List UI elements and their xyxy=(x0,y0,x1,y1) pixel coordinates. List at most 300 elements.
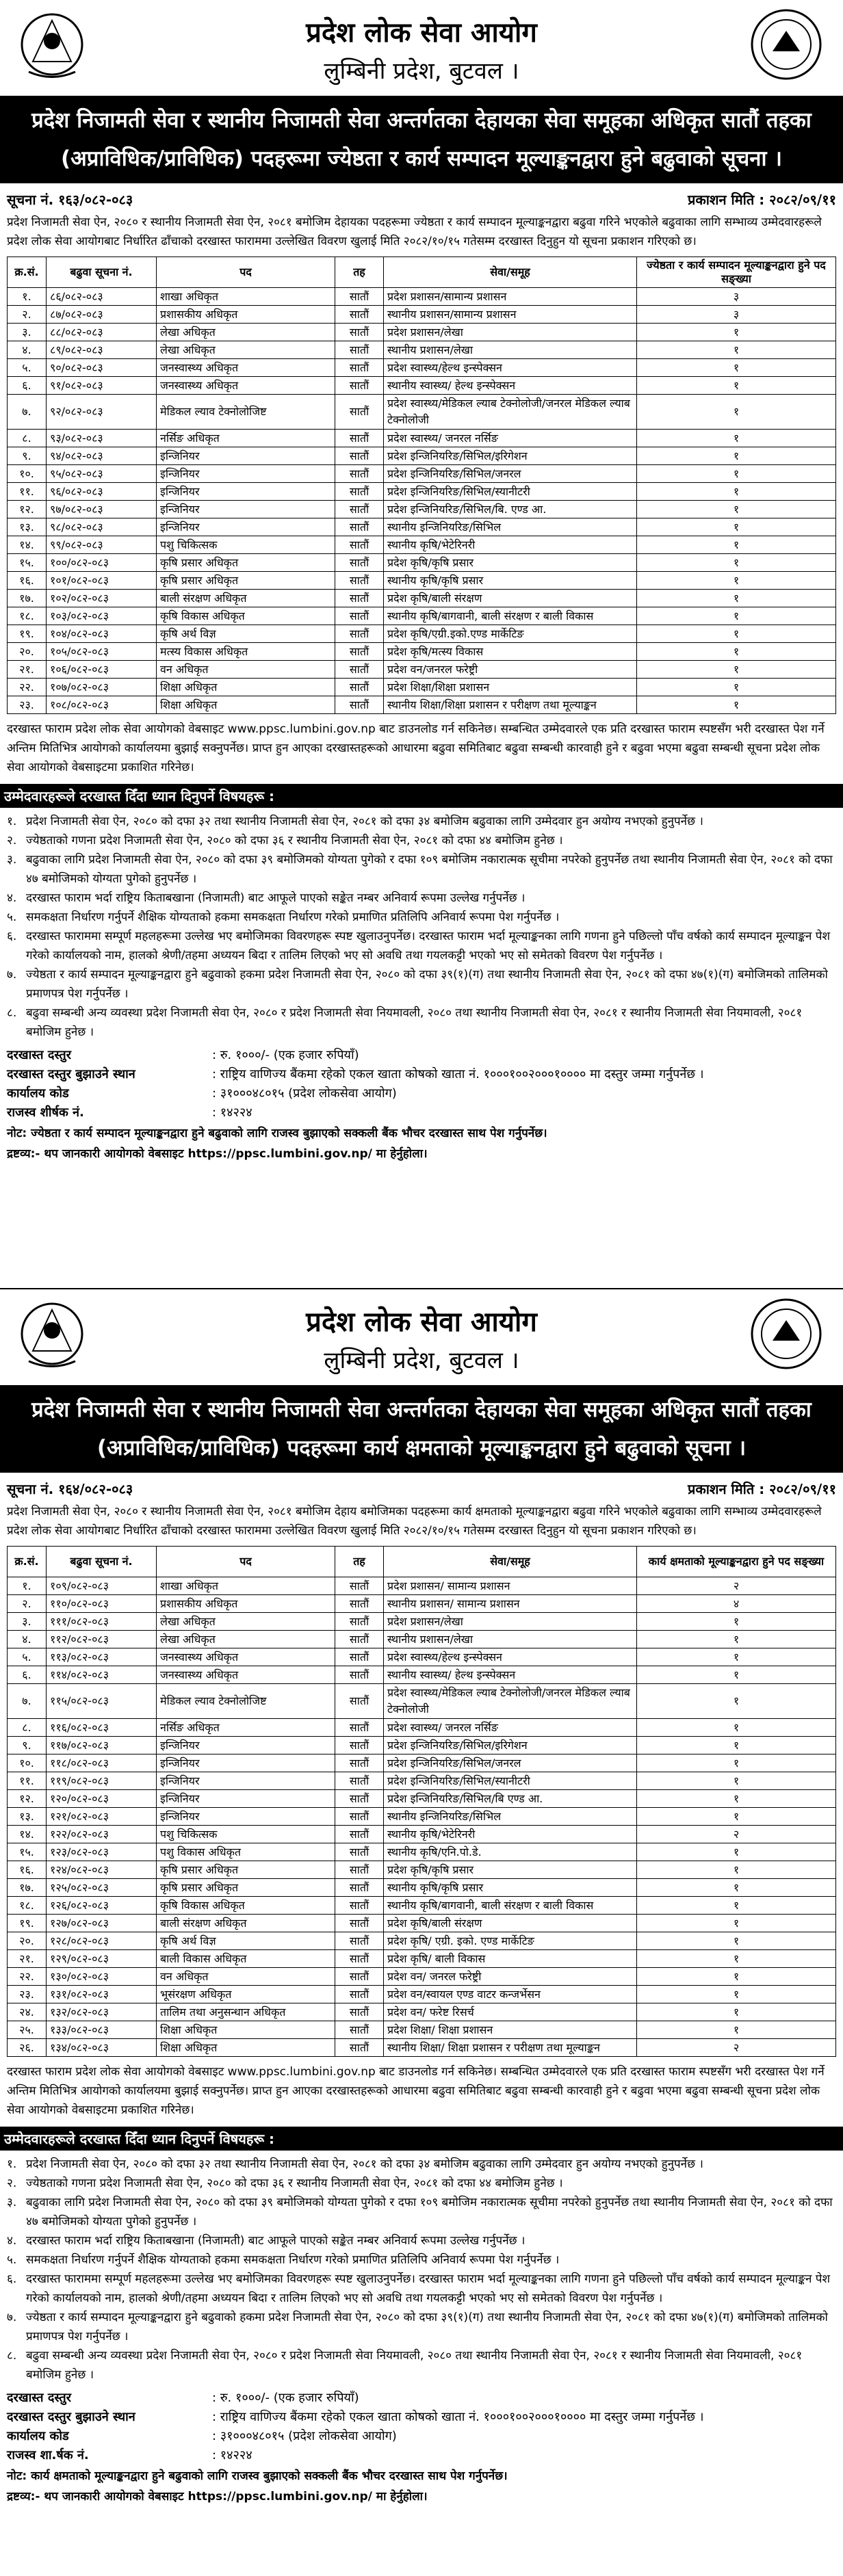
cell-level: सातौं xyxy=(335,1613,384,1631)
cell-count: १ xyxy=(637,430,836,447)
guideline-text: दरखास्त फाराममा सम्पूर्ण महलहरूमा उल्लेख भए बमोजिमका विवरणहरू स्पष्ट खुलाउनुपर्नेछ। दरखास्त फाराम भर्दा मूल्याङ्कनका लागि गणना हुने पछिल्लो पाँच वर्षको कार्य सम्पादन मूल्याङ्कन पेश गरेको कार्यालयको नाम, हालको श्रेणी/तहमा अध्ययन बिदा र तालिम लिएको भए सो अवधि तथा गयलकट्टी भएको भए सो समेतको विवरण पेश गर्नुपर्नेछ । xyxy=(26,930,831,962)
cell-notice-no: ९७/०८२-०८३ xyxy=(47,501,157,518)
cell-post: बाली संरक्षण अधिकृत xyxy=(157,1915,335,1932)
table-row xyxy=(8,501,836,518)
cell-service: प्रदेश स्वास्थ्य/हेल्थ इन्स्पेक्सन xyxy=(384,1648,637,1666)
cell-post: बाली संरक्षण अधिकृत xyxy=(157,590,335,607)
cell-post: नर्सिङ अधिकृत xyxy=(157,1719,335,1737)
cell-sn: ७. xyxy=(8,395,47,430)
table-row xyxy=(8,536,836,554)
cell-post: मेडिकल ल्याव टेक्नोलोजिष्ट xyxy=(157,395,335,430)
cell-sn: १२. xyxy=(8,501,47,518)
guideline-number: ६. xyxy=(7,2272,17,2286)
cell-count: १ xyxy=(637,1790,836,1808)
cell-count: १ xyxy=(637,696,836,714)
guideline-text: दरखास्त फाराम भर्दा राष्ट्रिय किताबखाना (निजामती) बाट आफूले पाएको सङ्केत नम्बर अनिवार्य रूपमा उल्लेख गर्नुपर्नेछ । xyxy=(26,2234,526,2248)
cell-count: १ xyxy=(637,1879,836,1897)
cell-service: स्थानीय स्वास्थ्य/ हेल्थ इन्स्पेक्सन xyxy=(384,1666,637,1684)
ppsc-logo-icon xyxy=(749,7,824,82)
cell-sn: २०. xyxy=(8,643,47,661)
guideline-item xyxy=(7,965,836,1003)
table-row xyxy=(8,1631,836,1648)
cell-notice-no: ९८/०८२-०८३ xyxy=(47,518,157,536)
cell-service: स्थानीय प्रशासन/सामान्य प्रशासन xyxy=(384,306,637,324)
cell-notice-no: १२८/०८२-०८३ xyxy=(47,1932,157,1950)
col-post: पद xyxy=(157,257,335,288)
table-row xyxy=(8,306,836,324)
guideline-text: दरखास्त फाराम भर्दा राष्ट्रिय किताबखाना (निजामती) बाट आफूले पाएको सङ्केत नम्बर अनिवार्य रूपमा उल्लेख गर्नुपर्नेछ । xyxy=(26,891,526,905)
cell-post: इन्जिनियर xyxy=(157,447,335,465)
cell-level: सातौं xyxy=(335,643,384,661)
cell-post: इन्जिनियर xyxy=(157,1737,335,1754)
cell-sn: २३. xyxy=(8,696,47,714)
intro-paragraph: प्रदेश निजामती सेवा ऐन, २०८० र स्थानीय निजामती सेवा ऐन, २०८१ बमोजिम देहायका पदहरूमा ज्येष्ठता र कार्य सम्पादन मूल्याङ्कनद्वारा बढुवा गरिने भएकोले बढुवाका लागि सम्भाव्य उम्मेदवारहरूले प्रदेश लोक सेवा आयोगबाट निर्धारित ढाँचाको दरखास्त फाराममा उल्लेखित विवरण खुलाई मिति २०८२/१०/१५ गतेसम्म दरखास्त दिनुहुन यो सूचना प्रकाशन गरिएको छ। xyxy=(7,215,822,248)
cell-service: प्रदेश इन्जिनियरिङ/सिभिल/जनरल xyxy=(384,465,637,483)
cell-count: २ xyxy=(637,1826,836,1843)
notice-meta xyxy=(7,1480,836,1498)
table-row xyxy=(8,1986,836,2003)
cell-count: १ xyxy=(637,1986,836,2003)
col-notice-no: बढुवा सूचना नं. xyxy=(47,1547,157,1577)
cell-count: १ xyxy=(637,590,836,607)
guideline-text: ज्येष्ठता र कार्य सम्पादन मूल्याङ्कनद्वारा हुने बढुवाको हकमा प्रदेश निजामती सेवा ऐन, २०८० को दफा ३९(१)(ग) तथा स्थानीय निजामती सेवा ऐन, २०८१ को दफा ४७(१)(ग) बमोजिमको तालिमको प्रमाणपत्र पेश गर्नुपर्नेछ । xyxy=(26,2311,828,2343)
cell-post: इन्जिनियर xyxy=(157,483,335,501)
table-row xyxy=(8,1808,836,1826)
cell-level: सातौं xyxy=(335,1719,384,1737)
cell-service: स्थानीय इन्जिनियरिङ/सिभिल xyxy=(384,518,637,536)
cell-service: स्थानीय कृषि/भेटेरिनरी xyxy=(384,1826,637,1843)
cell-post: इन्जिनियर xyxy=(157,1808,335,1826)
note: नोट: कार्य क्षमताको मूल्याङ्कनद्वारा हुने बढुवाको लागि राजस्व बुझाएको सक्कली बैंक भौचर दरखास्त साथ पेश गर्नुपर्नेछ। xyxy=(7,2469,508,2483)
notice-number: सूचना नं. १६३/०८२-०८३ xyxy=(7,192,133,208)
cell-count: १ xyxy=(637,1631,836,1648)
cell-count: १ xyxy=(637,643,836,661)
cell-sn: १३. xyxy=(8,518,47,536)
guideline-item xyxy=(7,927,836,965)
cell-count: ३ xyxy=(637,288,836,306)
cell-notice-no: ९६/०८२-०८३ xyxy=(47,483,157,501)
table-row xyxy=(8,2039,836,2057)
cell-service: प्रदेश इन्जिनियरिङ/सिभिल/स्यानीटरी xyxy=(384,1772,637,1790)
guideline-text: बढुवाका लागि प्रदेश निजामती सेवा ऐन, २०८० को दफा ३९ बमोजिमको योग्यता पुगेको र दफा १०९ बमोजिम नकारात्मक सूचीमा नपरेको हुनुपर्नेछ तथा स्थानीय निजामती सेवा ऐन, २०८१ को दफा ४७ बमोजिमको योग्यता पुगेको हुनुपर्नेछ । xyxy=(26,2196,833,2229)
cell-notice-no: १२७/०८२-०८३ xyxy=(47,1915,157,1932)
cell-count: १ xyxy=(637,1754,836,1772)
cell-post: प्रशासकीय अधिकृत xyxy=(157,306,335,324)
after-table-paragraph: दरखास्त फाराम प्रदेश लोक सेवा आयोगको वेबसाइट www.ppsc.lumbini.gov.np बाट डाउनलोड गर्न सकिनेछ। सम्बन्धित उम्मेदवारले एक प्रति दरखास्त फाराम स्पष्टसँग भरी दरखास्त पेश गर्ने अन्तिम मितिभित्र आयोगको कार्यालयमा बुझाई सक्नुपर्नेछ। प्राप्त हुन आएका दरखास्तहरूको आधारमा बढुवा समितिबाट बढुवा सम्बन्धी कारवाही हुने र बढुवा भएमा बढुवा सम्बन्धी सूचना प्रदेश लोक सेवा आयोगको वेबसाइटमा प्रकाशित गरिनेछ। xyxy=(7,2065,825,2117)
cell-level: सातौं xyxy=(335,359,384,377)
guideline-number: २. xyxy=(7,2177,17,2190)
guideline-number: ७. xyxy=(7,2311,17,2324)
guidelines-heading: उम्मेदवारहरूले दरखास्त दिँदा ध्यान दिनुपर्ने विषयहरू : xyxy=(0,2127,843,2151)
after-table-paragraph: दरखास्त फाराम प्रदेश लोक सेवा आयोगको वेबसाइट www.ppsc.lumbini.gov.np बाट डाउनलोड गर्न सकिनेछ। सम्बन्धित उम्मेदवारले एक प्रति दरखास्त फाराम स्पष्टसँग भरी दरखास्त पेश गर्ने अन्तिम मितिभित्र आयोगको कार्यालयमा बुझाई सक्नुपर्नेछ। प्राप्त हुन आएका दरखास्तहरूको आधारमा बढुवा समितिबाट बढुवा सम्बन्धी कारवाही हुने र बढुवा भएमा बढुवा सम्बन्धी सूचना प्रदेश लोक सेवा आयोगको वेबसाइटमा प्रकाशित गरिनेछ। xyxy=(7,722,825,774)
cell-notice-no: ११८/०८२-०८३ xyxy=(47,1754,157,1772)
cell-level: सातौं xyxy=(335,324,384,341)
guideline-item xyxy=(7,2250,836,2270)
cell-sn: १८. xyxy=(8,607,47,625)
cell-post: जनस्वास्थ्य अधिकृत xyxy=(157,1648,335,1666)
guideline-number: ४. xyxy=(7,2234,17,2248)
revenue-head-value: : १४२२४ xyxy=(212,2448,252,2462)
org-name: प्रदेश लोक सेवा आयोग xyxy=(306,17,537,49)
cell-sn: १०. xyxy=(8,465,47,483)
cell-service: प्रदेश प्रशासन/ सामान्य प्रशासन xyxy=(384,1577,637,1595)
revenue-head-label: राजस्व शा.र्षक नं. xyxy=(7,2448,89,2462)
cell-sn: २. xyxy=(8,306,47,324)
cell-service: प्रदेश इन्जिनियरिङ/सिभिल/इरिगेशन xyxy=(384,447,637,465)
cell-post: लेखा अधिकृत xyxy=(157,1631,335,1648)
cell-sn: ४. xyxy=(8,341,47,359)
cell-service: प्रदेश कृषि/ बाली विकास xyxy=(384,1950,637,1968)
cell-count: १ xyxy=(637,1897,836,1915)
cell-post: कृषि प्रसार अधिकृत xyxy=(157,554,335,572)
guideline-item xyxy=(7,812,836,831)
table-row xyxy=(8,661,836,679)
cell-notice-no: ९१/०८२-०८३ xyxy=(47,377,157,395)
cell-sn: २१. xyxy=(8,1950,47,1968)
cell-level: सातौं xyxy=(335,1790,384,1808)
cell-count: १ xyxy=(637,1719,836,1737)
table-row xyxy=(8,1879,836,1897)
cell-count: १ xyxy=(637,607,836,625)
cell-notice-no: १३२/०८२-०८३ xyxy=(47,2003,157,2021)
cell-service: स्थानीय कृषि/कृषि प्रसार xyxy=(384,572,637,590)
cell-post: जनस्वास्थ्य अधिकृत xyxy=(157,359,335,377)
cell-service: प्रदेश कृषि/मत्स्य विकास xyxy=(384,643,637,661)
cell-sn: १. xyxy=(8,288,47,306)
table-row xyxy=(8,2003,836,2021)
cell-sn: १०. xyxy=(8,1754,47,1772)
guideline-item xyxy=(7,889,836,908)
cell-notice-no: ११२/०८२-०८३ xyxy=(47,1631,157,1648)
cell-level: सातौं xyxy=(335,1666,384,1684)
col-count: ज्येष्ठता र कार्य सम्पादन मूल्याङ्कनद्वारा हुने पद सङ्ख्या xyxy=(637,257,836,288)
cell-service: स्थानीय प्रशासन/ सामान्य प्रशासन xyxy=(384,1595,637,1613)
guideline-item xyxy=(7,2270,836,2308)
cell-service: प्रदेश शिक्षा/शिक्षा प्रशासन xyxy=(384,679,637,696)
col-post: पद xyxy=(157,1547,335,1577)
table-row xyxy=(8,518,836,536)
cell-notice-no: १२३/०८२-०८३ xyxy=(47,1843,157,1861)
cell-service: प्रदेश इन्जिनियरिङ/सिभिल/जनरल xyxy=(384,1754,637,1772)
publish-date: प्रकाशन मिति : २०८२/०९/११ xyxy=(687,192,836,208)
publish-date: प्रकाशन मिति : २०८२/०९/११ xyxy=(687,1481,836,1497)
table-row xyxy=(8,483,836,501)
cell-level: सातौं xyxy=(335,554,384,572)
table-row xyxy=(8,696,836,714)
cell-level: सातौं xyxy=(335,1826,384,1843)
cell-sn: ३. xyxy=(8,1613,47,1631)
cell-notice-no: ९३/०८२-०८३ xyxy=(47,430,157,447)
cell-post: जनस्वास्थ्य अधिकृत xyxy=(157,1666,335,1684)
table-row xyxy=(8,554,836,572)
col-notice-no: बढुवा सूचना नं. xyxy=(47,257,157,288)
cell-post: नर्सिङ अधिकृत xyxy=(157,430,335,447)
cell-sn: १४. xyxy=(8,536,47,554)
cell-notice-no: १२५/०८२-०८३ xyxy=(47,1879,157,1897)
cell-notice-no: ८८/०८२-०८३ xyxy=(47,324,157,341)
fee-value: : रु. १०००/- (एक हजार रुपियाँ) xyxy=(212,2391,359,2405)
cell-service: प्रदेश इन्जिनियरिङ/सिभिल/स्यानीटरी xyxy=(384,483,637,501)
notice-number: सूचना नं. १६४/०८२-०८३ xyxy=(7,1481,133,1497)
guideline-number: १. xyxy=(7,2157,17,2171)
cell-notice-no: ८६/०८२-०८३ xyxy=(47,288,157,306)
table-row xyxy=(8,1772,836,1790)
nepal-emblem-icon xyxy=(19,7,85,82)
guidelines-list xyxy=(7,812,836,1042)
cell-sn: १९. xyxy=(8,625,47,643)
cell-count: १ xyxy=(637,518,836,536)
cell-notice-no: १२२/०८२-०८३ xyxy=(47,1826,157,1843)
guideline-item xyxy=(7,2193,836,2231)
org-name: प्रदेश लोक सेवा आयोग xyxy=(306,1306,537,1338)
cell-post: कृषि अर्थ विज्ञ xyxy=(157,625,335,643)
table-row xyxy=(8,359,836,377)
cell-post: वन अधिकृत xyxy=(157,661,335,679)
cell-notice-no: १११/०८२-०८३ xyxy=(47,1613,157,1631)
cell-notice-no: १०६/०८२-०८३ xyxy=(47,661,157,679)
cell-notice-no: १२४/०८२-०८३ xyxy=(47,1861,157,1879)
col-count: कार्य क्षमताको मूल्याङ्कनद्वारा हुने पद सङ्ख्या xyxy=(637,1547,836,1577)
fee-place-value: : राष्ट्रिय वाणिज्य बैंकमा रहेको एकल खाता कोषको खाता नं. १०००१००२०००१०००० मा दस्तुर जम्मा गर्नुपर्नेछ । xyxy=(212,2410,704,2424)
cell-level: सातौं xyxy=(335,1843,384,1861)
cell-notice-no: ११७/०८२-०८३ xyxy=(47,1737,157,1754)
cell-count: १ xyxy=(637,1613,836,1631)
cell-notice-no: ९९/०८२-०८३ xyxy=(47,536,157,554)
cell-service: स्थानीय कृषि/भेटेरिनरी xyxy=(384,536,637,554)
cell-notice-no: ११०/०८२-०८३ xyxy=(47,1595,157,1613)
cell-notice-no: ९४/०८२-०८३ xyxy=(47,447,157,465)
cell-service: प्रदेश कृषि/बाली संरक्षण xyxy=(384,590,637,607)
cell-sn: २६. xyxy=(8,2039,47,2057)
cell-level: सातौं xyxy=(335,288,384,306)
revenue-head-label: राजस्व शीर्षक नं. xyxy=(7,1105,84,1120)
cell-post: लेखा अधिकृत xyxy=(157,324,335,341)
cell-sn: ९. xyxy=(8,447,47,465)
cell-count: १ xyxy=(637,465,836,483)
cell-level: सातौं xyxy=(335,661,384,679)
cell-sn: २५. xyxy=(8,2021,47,2039)
table-row xyxy=(8,1595,836,1613)
guideline-text: ज्येष्ठताको गणना प्रदेश निजामती सेवा ऐन, २०८० को दफा ३६ र स्थानीय निजामती सेवा ऐन, २०८१ को दफा ४४ बमोजिम हुनेछ । xyxy=(26,834,563,847)
cell-count: १ xyxy=(637,341,836,359)
cell-sn: १२. xyxy=(8,1790,47,1808)
fee-label: दरखास्त दस्तुर xyxy=(7,2391,72,2405)
cell-post: बाली विकास अधिकृत xyxy=(157,1950,335,1968)
cell-service: प्रदेश कृषि/एग्री.इको.एण्ड मार्केटिङ xyxy=(384,625,637,643)
cell-service: प्रदेश प्रशासन/लेखा xyxy=(384,1613,637,1631)
cell-level: सातौं xyxy=(335,518,384,536)
table-row xyxy=(8,1666,836,1684)
cell-post: इन्जिनियर xyxy=(157,1772,335,1790)
cell-notice-no: ११९/०८२-०८३ xyxy=(47,1772,157,1790)
cell-level: सातौं xyxy=(335,536,384,554)
cell-service: प्रदेश स्वास्थ्य/मेडिकल ल्याब टेक्नोलोजी/जनरल मेडिकल ल्याब टेक्नोलोजी xyxy=(384,395,637,430)
cell-level: सातौं xyxy=(335,377,384,395)
cell-service: स्थानीय स्वास्थ्य/ हेल्थ इन्स्पेक्सन xyxy=(384,377,637,395)
table-row xyxy=(8,1684,836,1719)
cell-count: १ xyxy=(637,1648,836,1666)
table-row xyxy=(8,1968,836,1986)
title-line-1: प्रदेश निजामती सेवा र स्थानीय निजामती सेवा अन्तर्गतका देहायका सेवा समूहका अधिकृत सातौं तहका xyxy=(31,1397,812,1422)
cell-sn: २२. xyxy=(8,679,47,696)
guideline-text: प्रदेश निजामती सेवा ऐन, २०८० को दफा ३२ तथा स्थानीय निजामती सेवा ऐन, २०८१ को दफा ३४ बमोजिम बढुवाका लागि उम्मेदवार हुन अयोग्य नभएको हुनुपर्नेछ । xyxy=(26,815,703,828)
cell-notice-no: ११४/०८२-०८३ xyxy=(47,1666,157,1684)
cell-sn: ६. xyxy=(8,1666,47,1684)
cell-sn: २४. xyxy=(8,2003,47,2021)
cell-level: सातौं xyxy=(335,501,384,518)
fee-details xyxy=(7,2389,836,2465)
cell-notice-no: ८९/०८२-०८३ xyxy=(47,341,157,359)
cell-sn: १७. xyxy=(8,590,47,607)
cell-notice-no: १२०/०८२-०८३ xyxy=(47,1790,157,1808)
cell-level: सातौं xyxy=(335,447,384,465)
cell-level: सातौं xyxy=(335,696,384,714)
cell-sn: १८. xyxy=(8,1897,47,1915)
title-line-2: (अप्राविधिक/प्राविधिक) पदहरूमा कार्य क्षमताको मूल्याङ्कनद्वारा हुने बढुवाको सूचना । xyxy=(96,1436,747,1460)
guideline-item xyxy=(7,831,836,850)
guideline-item xyxy=(7,908,836,927)
cell-post: शाखा अधिकृत xyxy=(157,1577,335,1595)
cell-count: ४ xyxy=(637,1595,836,1613)
cell-sn: ५. xyxy=(8,1648,47,1666)
guidelines-list xyxy=(7,2155,836,2384)
cell-count: १ xyxy=(637,501,836,518)
cell-service: स्थानीय कृषि/एनि.पो.डे. xyxy=(384,1843,637,1861)
cell-sn: १. xyxy=(8,1577,47,1595)
fee-place-label: दरखास्त दस्तुर बुझाउने स्थान xyxy=(7,1067,135,1081)
cell-count: १ xyxy=(637,1968,836,1986)
cell-notice-no: १२१/०८२-०८३ xyxy=(47,1808,157,1826)
cell-notice-no: ९२/०८२-०८३ xyxy=(47,395,157,430)
cell-service: स्थानीय कृषि/कृषि प्रसार xyxy=(384,1879,637,1897)
cell-notice-no: १३०/०८२-०८३ xyxy=(47,1968,157,1986)
cell-sn: १५. xyxy=(8,1843,47,1861)
guideline-text: बढुवा सम्बन्धी अन्य व्यवस्था प्रदेश निजामती सेवा ऐन, २०८० र प्रदेश निजामती सेवा नियमावली, २०८० तथा स्थानीय निजामती सेवा ऐन, २०८१ र स्थानीय निजामती सेवा नियमावली, २०८१ बमोजिम हुनेछ । xyxy=(26,1006,803,1039)
cell-count: १ xyxy=(637,447,836,465)
cell-count: १ xyxy=(637,536,836,554)
cell-service: प्रदेश इन्जिनियरिङ/सिभिल/बि एण्ड आ. xyxy=(384,1790,637,1808)
cell-level: सातौं xyxy=(335,1932,384,1950)
table-row xyxy=(8,465,836,483)
cell-notice-no: १०२/०८२-०८३ xyxy=(47,590,157,607)
cell-notice-no: १२६/०८२-०८३ xyxy=(47,1897,157,1915)
cell-post: कृषि विकास अधिकृत xyxy=(157,607,335,625)
table-row xyxy=(8,643,836,661)
cell-post: शाखा अधिकृत xyxy=(157,288,335,306)
cell-post: तालिम तथा अनुसन्धान अधिकृत xyxy=(157,2003,335,2021)
cell-level: सातौं xyxy=(335,590,384,607)
cell-level: सातौं xyxy=(335,1879,384,1897)
ppsc-logo-icon xyxy=(749,1296,824,1371)
cell-count: १ xyxy=(637,661,836,679)
table-body xyxy=(8,288,836,714)
cell-level: सातौं xyxy=(335,679,384,696)
cell-sn: ६. xyxy=(8,377,47,395)
cell-service: प्रदेश शिक्षा/ शिक्षा प्रशासन xyxy=(384,2021,637,2039)
guideline-text: बढुवा सम्बन्धी अन्य व्यवस्था प्रदेश निजामती सेवा ऐन, २०८० र प्रदेश निजामती सेवा नियमावली, २०८० तथा स्थानीय निजामती सेवा ऐन, २०८१ र स्थानीय निजामती सेवा नियमावली, २०८१ बमोजिम हुनेछ । xyxy=(26,2349,803,2382)
cell-post: इन्जिनियर xyxy=(157,501,335,518)
table-row xyxy=(8,1826,836,1843)
cell-post: जनस्वास्थ्य अधिकृत xyxy=(157,377,335,395)
cell-notice-no: ११३/०८२-०८३ xyxy=(47,1648,157,1666)
table-row xyxy=(8,447,836,465)
table-row xyxy=(8,1613,836,1631)
cell-level: सातौं xyxy=(335,306,384,324)
cell-service: प्रदेश वन/स्वायल एण्ड वाटर कन्जर्भेसन xyxy=(384,1986,637,2003)
table-row xyxy=(8,607,836,625)
guideline-text: समकक्षता निर्धारण गर्नुपर्ने शैक्षिक योग्यताको हकमा समकक्षता निर्धारण गरेको प्रमाणित प्रतिलिपि अनिवार्य रूपमा पेश गर्नुपर्नेछ । xyxy=(26,910,560,924)
table-header-row xyxy=(8,257,836,288)
guideline-number: ६. xyxy=(7,930,17,943)
notice-meta xyxy=(7,190,836,209)
table-row xyxy=(8,1577,836,1595)
guideline-item xyxy=(7,2231,836,2250)
cell-post: शिक्षा अधिकृत xyxy=(157,2039,335,2057)
cell-level: सातौं xyxy=(335,341,384,359)
cell-count: १ xyxy=(637,2003,836,2021)
cell-notice-no: १०४/०८२-०८३ xyxy=(47,625,157,643)
cell-level: सातौं xyxy=(335,1737,384,1754)
guideline-text: प्रदेश निजामती सेवा ऐन, २०८० को दफा ३२ तथा स्थानीय निजामती सेवा ऐन, २०८१ को दफा ३४ बमोजिम बढुवाका लागि उम्मेदवार हुन अयोग्य नभएको हुनुपर्नेछ । xyxy=(26,2157,703,2171)
col-level: तह xyxy=(335,257,384,288)
cell-level: सातौं xyxy=(335,572,384,590)
guideline-number: ५. xyxy=(7,2253,17,2267)
cell-service: स्थानीय इन्जिनियरिङ/सिभिल xyxy=(384,1808,637,1826)
guideline-text: ज्येष्ठताको गणना प्रदेश निजामती सेवा ऐन, २०८० को दफा ३६ र स्थानीय निजामती सेवा ऐन, २०८१ को दफा ४४ बमोजिम हुनेछ । xyxy=(26,2177,563,2190)
cell-level: सातौं xyxy=(335,1595,384,1613)
cell-service: प्रदेश स्वास्थ्य/ जनरल नर्सिङ xyxy=(384,1719,637,1737)
cell-post: कृषि प्रसार अधिकृत xyxy=(157,572,335,590)
cell-notice-no: १०७/०८२-०८३ xyxy=(47,679,157,696)
cell-sn: १५. xyxy=(8,554,47,572)
guideline-number: ८. xyxy=(7,2349,17,2363)
cell-sn: ५. xyxy=(8,359,47,377)
table-row xyxy=(8,288,836,306)
cell-service: प्रदेश वन/ फरेष्ट रिसर्च xyxy=(384,2003,637,2021)
cell-post: इन्जिनियर xyxy=(157,1754,335,1772)
col-service: सेवा/समूह xyxy=(384,1547,637,1577)
cell-count: १ xyxy=(637,377,836,395)
cell-level: सातौं xyxy=(335,1772,384,1790)
cell-service: प्रदेश प्रशासन/सामान्य प्रशासन xyxy=(384,288,637,306)
cell-service: प्रदेश इन्जिनियरिङ/सिभिल/बि. एण्ड आ. xyxy=(384,501,637,518)
cell-service: प्रदेश वन/जनरल फरेष्ट्री xyxy=(384,661,637,679)
guideline-item xyxy=(7,2174,836,2193)
cell-notice-no: १०५/०८२-०८३ xyxy=(47,643,157,661)
cell-level: सातौं xyxy=(335,2021,384,2039)
table-row xyxy=(8,625,836,643)
cell-level: सातौं xyxy=(335,1631,384,1648)
table-row xyxy=(8,2021,836,2039)
table-row xyxy=(8,1897,836,1915)
col-service: सेवा/समूह xyxy=(384,257,637,288)
col-level: तह xyxy=(335,1547,384,1577)
org-address: लुम्बिनी प्रदेश, बुटवल । xyxy=(324,57,519,85)
cell-level: सातौं xyxy=(335,2039,384,2057)
cell-sn: १४. xyxy=(8,1826,47,1843)
cell-count: १ xyxy=(637,1915,836,1932)
cell-notice-no: १०९/०८२-०८३ xyxy=(47,1577,157,1595)
cell-service: स्थानीय प्रशासन/लेखा xyxy=(384,1631,637,1648)
guideline-number: ८. xyxy=(7,1006,17,1020)
cell-level: सातौं xyxy=(335,1754,384,1772)
cell-service: प्रदेश स्वास्थ्य/हेल्थ इन्स्पेक्सन xyxy=(384,359,637,377)
guideline-item xyxy=(7,1003,836,1042)
guideline-number: ३. xyxy=(7,2196,17,2209)
cell-post: कृषि प्रसार अधिकृत xyxy=(157,1879,335,1897)
intro-paragraph: प्रदेश निजामती सेवा ऐन, २०८० र स्थानीय निजामती सेवा ऐन, २०८१ बमोजिम देहाय बमोजिमका पदहरूमा कार्य क्षमताको मूल्याङ्कनद्वारा बढुवा गरिने भएकोले बढुवाका लागि सम्भाव्य उम्मेदवारहरूले प्रदेश लोक सेवा आयोगबाट निर्धारित ढाँचाको दरखास्त फाराममा उल्लेखित विवरण खुलाई मिति २०८२/१०/१५ गतेसम्म दरखास्त दिनुहुन यो सूचना प्रकाशन गरिएको छ। xyxy=(7,1505,822,1538)
cell-count: १ xyxy=(637,1737,836,1754)
